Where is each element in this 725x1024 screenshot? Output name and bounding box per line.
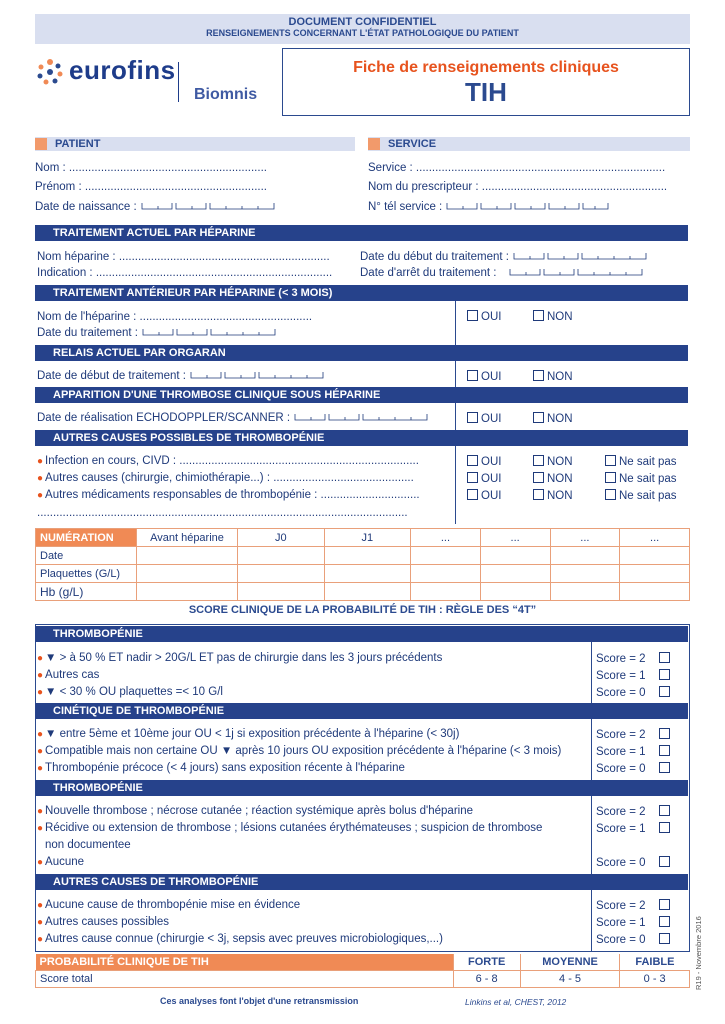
score-value[interactable]: Score = 1	[596, 916, 673, 929]
faible-label: FAIBLE	[620, 954, 690, 971]
patient-nom-field[interactable]: Nom : ..............................................................	[35, 162, 267, 174]
row-label: Date	[36, 547, 137, 565]
patient-header: PATIENT	[35, 137, 355, 151]
date-slots-icon	[512, 251, 648, 261]
confidential-banner	[35, 14, 690, 44]
checkbox-icon	[659, 805, 670, 816]
bullet-icon: ●	[37, 823, 44, 834]
table-row	[36, 583, 690, 601]
table-cell[interactable]	[480, 547, 550, 565]
checkbox-icon	[533, 412, 544, 423]
checkbox-icon	[605, 455, 616, 466]
tel-service-label[interactable]: N° tél service :	[368, 201, 610, 213]
table-row	[36, 547, 690, 565]
bullet-icon: ●	[37, 857, 44, 868]
date-debut-label[interactable]: Date du début du traitement :	[360, 251, 648, 263]
divider	[455, 446, 456, 524]
form-title: Fiche de renseignements cliniques	[353, 59, 619, 76]
square-icon	[35, 138, 47, 150]
bullet-icon: ●	[37, 687, 44, 698]
prescripteur-field[interactable]: Nom du prescripteur : ..........................................................	[368, 181, 668, 193]
col-header: J0	[238, 529, 325, 547]
thrombose-header: APPARITION D'UNE THROMBOSE CLINIQUE SOUS HÉPARINE	[35, 387, 688, 403]
date-arret-label[interactable]: Date d'arrêt du traitement :	[360, 267, 644, 279]
checkbox-icon	[659, 669, 670, 680]
score-item[interactable]: ● Autres cas	[37, 669, 100, 681]
patient-naissance-label[interactable]: Date de naissance :	[35, 201, 276, 213]
checkbox-icon	[659, 822, 670, 833]
col-header: ...	[480, 529, 550, 547]
checkbox-icon	[533, 370, 544, 381]
bullet-icon: ●	[37, 934, 44, 945]
chirurgie-oui-checkbox[interactable]: OUI	[467, 472, 501, 485]
bullet-icon: ●	[37, 763, 44, 774]
score-item[interactable]: ● Autres cause connue (chirurgie < 3j, sepsis avec preuves microbiologiques,...)	[37, 933, 443, 945]
score-value[interactable]: Score = 1	[596, 822, 673, 835]
cause-chirurgie[interactable]: ● Autres causes (chirurgie, chimiothérapie...) : ............................................	[37, 472, 414, 484]
table-cell[interactable]	[480, 583, 550, 601]
checkbox-icon	[467, 455, 478, 466]
table-cell[interactable]	[411, 583, 481, 601]
checkbox-icon	[467, 412, 478, 423]
table-cell[interactable]	[620, 565, 690, 583]
table-cell[interactable]	[620, 583, 690, 601]
bullet-icon: ●	[37, 729, 44, 740]
score-item[interactable]: ● Compatible mais non certaine OU ▼ après 10 jours OU exposition précédente à l'héparine (< 3 mois)	[37, 745, 562, 757]
relais-non-checkbox[interactable]: NON	[533, 370, 573, 383]
logo-sub: Biomnis	[194, 86, 258, 103]
checkbox-icon	[659, 899, 670, 910]
score-item[interactable]: ● ▼ entre 5ème et 10ème jour OU < 1j si exposition précédente à l'héparine (< 30j)	[37, 728, 460, 740]
divider	[455, 361, 456, 387]
table-cell[interactable]	[238, 547, 325, 565]
table-cell[interactable]	[480, 565, 550, 583]
checkbox-icon	[605, 472, 616, 483]
date-slots-icon	[140, 201, 276, 211]
forte-label: FORTE	[453, 954, 520, 971]
score-value[interactable]: Score = 0	[596, 686, 673, 699]
checkbox-icon	[659, 686, 670, 697]
row-label: Plaquettes (G/L)	[36, 565, 137, 583]
score-value[interactable]: Score = 1	[596, 669, 673, 682]
indication-field[interactable]: Indication : ..........................................................................	[37, 267, 333, 279]
score-total-label: Score total	[36, 971, 454, 988]
score-value[interactable]: Score = 2	[596, 728, 673, 741]
bullet-icon: ●	[37, 490, 44, 501]
chirurgie-nsp-checkbox[interactable]: Ne sait pas	[605, 472, 677, 485]
footer-note: Ces analyses font l'objet d'une retransmission	[160, 996, 359, 1006]
checkbox-icon	[659, 652, 670, 663]
score-value[interactable]: Score = 2	[596, 899, 673, 912]
numeration-header: NUMÉRATION	[36, 529, 137, 547]
score-section-1-header: THROMBOPÉNIE	[35, 626, 688, 642]
score-value[interactable]: Score = 2	[596, 805, 673, 818]
date-slots-icon	[141, 327, 277, 337]
table-cell[interactable]	[550, 565, 620, 583]
form-code: TIH	[465, 77, 507, 107]
relais-date-label[interactable]: Date de début de traitement :	[37, 370, 325, 382]
bullet-icon: ●	[37, 670, 44, 681]
checkbox-icon	[659, 933, 670, 944]
cause-medicaments[interactable]: ● Autres médicaments responsables de thrombopénie : ...............................	[37, 489, 420, 501]
score-item[interactable]: ● Aucune	[37, 856, 85, 868]
banner-subtitle: RENSEIGNEMENTS CONCERNANT L'ÉTAT PATHOLOGIQUE DU PATIENT	[206, 28, 519, 38]
faible-range: 0 - 3	[620, 971, 690, 988]
cause-extra-field[interactable]: ....................................................................................................................	[37, 507, 408, 519]
divider	[455, 301, 456, 345]
banner-title: DOCUMENT CONFIDENTIEL	[288, 16, 437, 28]
title-box	[282, 48, 690, 116]
table-row	[36, 565, 690, 583]
probabilite-header: PROBABILITÉ CLINIQUE DE TIH	[36, 954, 454, 971]
medicaments-nsp-checkbox[interactable]: Ne sait pas	[605, 489, 677, 502]
checkbox-icon	[533, 489, 544, 500]
checkbox-icon	[467, 489, 478, 500]
col-header: ...	[411, 529, 481, 547]
bullet-icon: ●	[37, 653, 44, 664]
logo-dots-icon	[35, 57, 65, 87]
square-icon	[368, 138, 380, 150]
score-item[interactable]: ● ▼ > à 50 % ET nadir > 20G/L ET pas de chirurgie dans les 3 jours précédents	[37, 652, 443, 664]
table-row	[36, 971, 690, 988]
score-section-2-header: CINÉTIQUE DE THROMBOPÉNIE	[35, 703, 688, 719]
bullet-icon: ●	[37, 456, 44, 467]
infection-non-checkbox[interactable]: NON	[533, 455, 573, 468]
chirurgie-non-checkbox[interactable]: NON	[533, 472, 573, 485]
thrombose-oui-checkbox[interactable]: OUI	[467, 412, 501, 425]
service-header: SERVICE	[368, 137, 690, 151]
col-header: J1	[324, 529, 411, 547]
score-item[interactable]: ● Thrombopénie précoce (< 4 jours) sans exposition récente à l'héparine	[37, 762, 405, 774]
logo-separator	[178, 62, 179, 102]
service-field[interactable]: Service : ..............................................................................	[368, 162, 666, 174]
table-cell[interactable]	[137, 565, 238, 583]
table-row	[36, 954, 690, 971]
date-slots-icon	[508, 267, 644, 277]
checkbox-icon	[659, 916, 670, 927]
checkbox-icon	[533, 455, 544, 466]
score-value[interactable]: Score = 0	[596, 856, 673, 869]
checkbox-icon	[533, 472, 544, 483]
checkbox-icon	[533, 310, 544, 321]
divider	[455, 403, 456, 430]
checkbox-icon	[467, 310, 478, 321]
traitement-actuel-header: TRAITEMENT ACTUEL PAR HÉPARINE	[35, 225, 688, 241]
col-header: ...	[620, 529, 690, 547]
phone-slots-icon	[445, 201, 610, 211]
checkbox-icon	[659, 745, 670, 756]
moyenne-label: MOYENNE	[520, 954, 620, 971]
row-label: Hb (g/L)	[36, 583, 137, 601]
checkbox-icon	[467, 472, 478, 483]
checkbox-icon	[605, 489, 616, 500]
score-item[interactable]: ● Récidive ou extension de thrombose ; lésions cutanées érythémateuses ; suspicion de thrombose	[37, 822, 543, 834]
date-slots-icon	[293, 412, 429, 422]
infection-nsp-checkbox[interactable]: Ne sait pas	[605, 455, 677, 468]
heparine-anterieure-field[interactable]: Nom de l'héparine : ......................................................	[37, 311, 313, 323]
table-cell[interactable]	[137, 547, 238, 565]
col-header: ...	[550, 529, 620, 547]
score-item[interactable]: ● Nouvelle thrombose ; nécrose cutanée ; réaction systémique après bolus d'héparine	[37, 805, 473, 817]
bullet-icon: ●	[37, 917, 44, 928]
bullet-icon: ●	[37, 900, 44, 911]
medicaments-non-checkbox[interactable]: NON	[533, 489, 573, 502]
table-cell[interactable]	[137, 583, 238, 601]
score-item-continuation: non documentee	[45, 839, 131, 851]
cause-infection[interactable]: ● Infection en cours, CIVD : ...........................................................................	[37, 455, 419, 467]
bullet-icon: ●	[37, 473, 44, 484]
heparine-nom-field[interactable]: Nom héparine : ..................................................................	[37, 251, 330, 263]
table-cell[interactable]	[238, 565, 325, 583]
anterieur-non-checkbox[interactable]: NON	[533, 310, 573, 323]
medicaments-oui-checkbox[interactable]: OUI	[467, 489, 501, 502]
checkbox-icon	[659, 728, 670, 739]
autres-causes-header: AUTRES CAUSES POSSIBLES DE THROMBOPÉNIE	[35, 430, 688, 446]
score-item[interactable]: ● Autres causes possibles	[37, 916, 170, 928]
relais-header: RELAIS ACTUEL PAR ORGARAN	[35, 345, 688, 361]
col-header: Avant héparine	[137, 529, 238, 547]
checkbox-icon	[659, 856, 670, 867]
score-value[interactable]: Score = 2	[596, 652, 673, 665]
table-cell[interactable]	[620, 547, 690, 565]
probabilite-table	[35, 954, 690, 988]
infection-oui-checkbox[interactable]: OUI	[467, 455, 501, 468]
traitement-anterieur-header: TRAITEMENT ANTÉRIEUR PAR HÉPARINE (< 3 MOIS)	[35, 285, 688, 301]
table-cell[interactable]	[324, 565, 411, 583]
table-cell[interactable]	[238, 583, 325, 601]
bullet-icon: ●	[37, 746, 44, 757]
table-cell[interactable]	[324, 547, 411, 565]
footer-reference: Linkins et al, CHEST, 2012	[465, 997, 567, 1007]
score-item[interactable]: ● ▼ < 30 % OU plaquettes =< 10 G/l	[37, 686, 223, 698]
date-slots-icon	[189, 370, 325, 380]
relais-oui-checkbox[interactable]: OUI	[467, 370, 501, 383]
checkbox-icon	[467, 370, 478, 381]
anterieur-oui-checkbox[interactable]: OUI	[467, 310, 501, 323]
divider	[591, 640, 592, 952]
score-title: SCORE CLINIQUE DE LA PROBABILITÉ DE TIH : RÈGLE DES “4T”	[188, 604, 537, 616]
score-item[interactable]: ● Aucune cause de thrombopénie mise en évidence	[37, 899, 301, 911]
table-row	[36, 529, 690, 547]
date-traitement-label[interactable]: Date du traitement :	[37, 327, 277, 339]
table-cell[interactable]	[550, 583, 620, 601]
echodoppler-date-label[interactable]: Date de réalisation ECHODOPPLER/SCANNER :	[37, 412, 429, 424]
logo-brand: eurofins	[69, 55, 176, 85]
score-section-4-header: AUTRES CAUSES DE THROMBOPÉNIE	[35, 874, 688, 890]
revision-label: R19 - Novembre 2016	[694, 916, 703, 990]
table-cell[interactable]	[324, 583, 411, 601]
thrombose-non-checkbox[interactable]: NON	[533, 412, 573, 425]
numeration-table	[35, 528, 690, 601]
forte-range: 6 - 8	[453, 971, 520, 988]
moyenne-range: 4 - 5	[520, 971, 620, 988]
patient-prenom-field[interactable]: Prénom : .........................................................	[35, 181, 267, 193]
bullet-icon: ●	[37, 806, 44, 817]
score-value[interactable]: Score = 1	[596, 745, 673, 758]
table-cell[interactable]	[411, 547, 481, 565]
score-value[interactable]: Score = 0	[596, 933, 673, 946]
score-section-3-header: THROMBOPÉNIE	[35, 780, 688, 796]
table-cell[interactable]	[550, 547, 620, 565]
table-cell[interactable]	[411, 565, 481, 583]
checkbox-icon	[659, 762, 670, 773]
score-value[interactable]: Score = 0	[596, 762, 673, 775]
